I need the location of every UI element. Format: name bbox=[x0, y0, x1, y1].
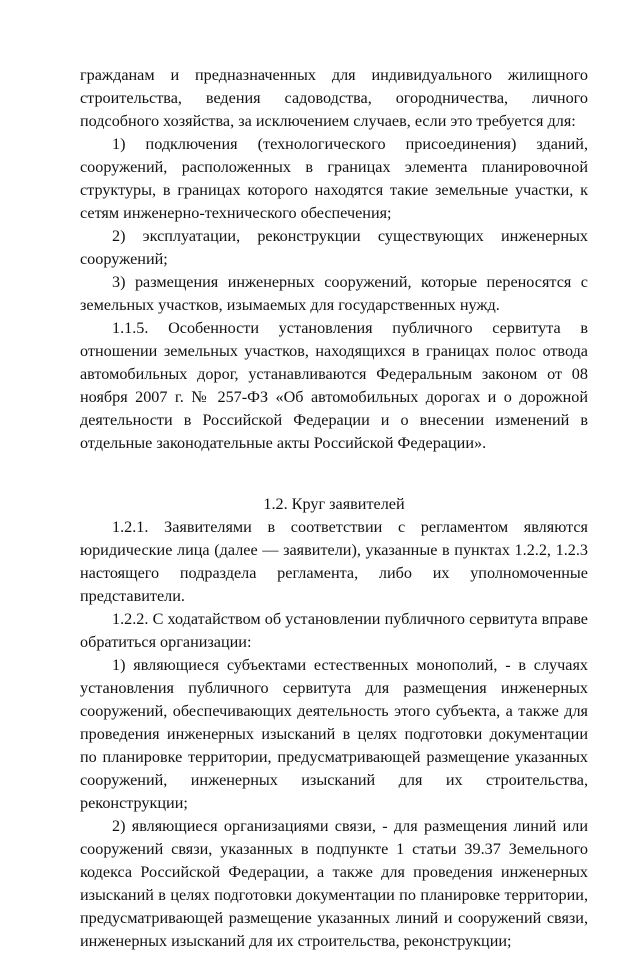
paragraph-item-1: 1) подключения (технологического присоединения) зданий, сооружений, расположенных в границах элемента планировочной структуры, в границах которого находятся такие земельные участки, к сетям инженерно-технического обеспечения; bbox=[80, 135, 588, 222]
paragraph-item-2: 2) эксплуатации, реконструкции существующих инженерных сооружений; bbox=[80, 227, 588, 268]
section-heading: 1.2. Круг заявителей bbox=[263, 495, 405, 513]
paragraph-1-2-2-item-1: 1) являющиеся субъектами естественных монополий, - в случаях установления публичного сервитута для размещения инженерных сооружений, обеспечивающих деятельность этого субъекта, а также для проведения инженерных изысканий в целях подготовки документации по планировке территории, предусматривающей размещение указанных сооружений, инженерных изысканий для их строительства, реконструкции; bbox=[80, 656, 588, 812]
paragraph-item-3: 3) размещения инженерных сооружений, которые переносятся с земельных участков, изымаемых для государственных нужд. bbox=[80, 273, 588, 314]
document-page bbox=[80, 64, 588, 953]
paragraph-1-2-2-item-2: 2) являющиеся организациями связи, - для размещения линий или сооружений связи, указанных в подпункте 1 статьи 39.37 Земельного кодекса Российской Федерации, а также для проведения инженерных изысканий в целях подготовки документации по планировке территории, предусматривающей размещение указанных линий и сооружений связи, инженерных изысканий для их строительства, реконструкции; bbox=[80, 817, 588, 950]
paragraph-1-2-2: 1.2.2. С ходатайством об установлении публичного сервитута вправе обратиться организации: bbox=[80, 610, 588, 651]
paragraph-1-1-5: 1.1.5. Особенности установления публичного сервитута в отношении земельных участков, находящихся в границах полос отвода автомобильных дорог, устанавливаются Федеральным законом от 08 ноября 2007 г. № 257-ФЗ «Об автомобильных дорогах и о дорожной деятельности в Российской Федерации и о внесении изменений в отдельные законодательные акты Российской Федерации». bbox=[80, 319, 588, 452]
paragraph-continuation: гражданам и предназначенных для индивидуального жилищного строительства, ведения садоводства, огородничества, личного подсобного хозяйства, за исключением случаев, если это требуется для: bbox=[80, 66, 588, 130]
paragraph-1-2-1: 1.2.1. Заявителями в соответствии с регламентом являются юридические лица (далее — заявители), указанные в пунктах 1.2.2, 1.2.3 настоящего подраздела регламента, либо их уполномоченные представители. bbox=[80, 518, 588, 605]
section-spacer bbox=[80, 455, 588, 493]
